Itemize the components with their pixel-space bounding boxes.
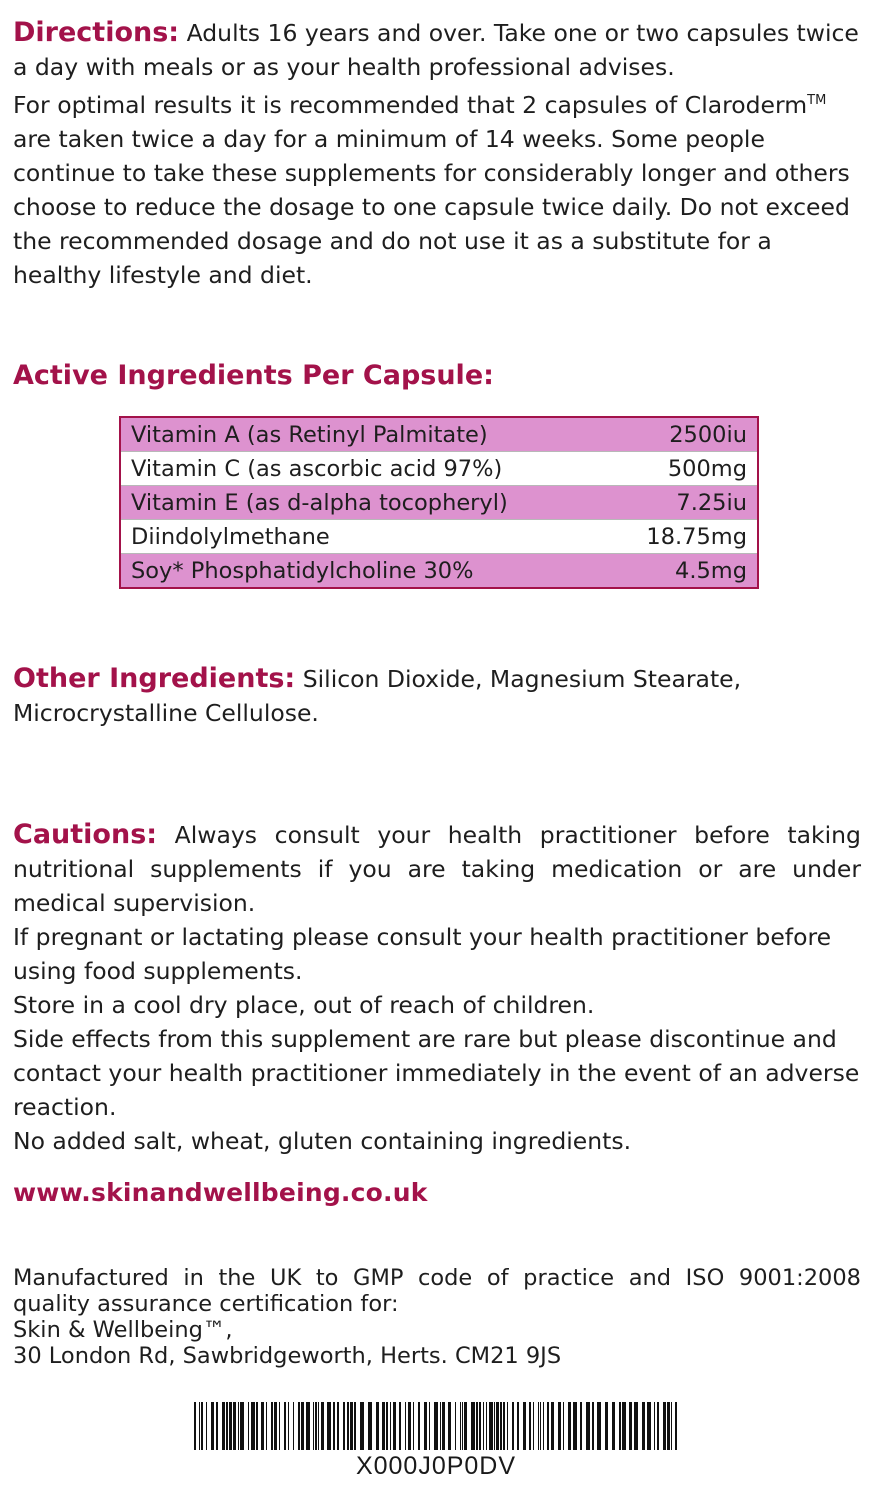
barcode-bar — [261, 1402, 264, 1450]
barcode-number: X000J0P0DV — [355, 1452, 517, 1480]
barcode-bar — [194, 1402, 196, 1450]
barcode-bar — [580, 1402, 582, 1450]
directions-text: Adults 16 years and over. Take one or two capsules twice a day with meals or as your health professional advises. — [13, 19, 859, 81]
barcode-bar — [551, 1402, 554, 1450]
barcode-bar — [390, 1402, 391, 1450]
company-name: Skin & Wellbeing™, — [13, 1317, 233, 1343]
barcode-bar — [201, 1402, 203, 1450]
barcode-bar — [408, 1402, 411, 1450]
barcode-bar — [464, 1402, 467, 1450]
barcode-bar — [517, 1402, 519, 1450]
ingredient-amount: 500mg — [609, 452, 758, 486]
barcode-bar — [540, 1402, 541, 1450]
barcode-bar — [523, 1402, 526, 1450]
barcode-bar — [547, 1402, 549, 1450]
barcode-bar — [675, 1402, 677, 1450]
barcode-bar — [399, 1402, 401, 1450]
barcode-bar — [500, 1402, 502, 1450]
barcode-bar — [413, 1402, 414, 1450]
table-row — [120, 417, 758, 452]
barcode-bar — [592, 1402, 594, 1450]
barcode-bar — [229, 1402, 232, 1450]
trademark-mark: TM — [807, 93, 827, 108]
company-address: 30 London Rd, Sawbridgeworth, Herts. CM21 9JS — [13, 1343, 562, 1369]
barcode-bar — [199, 1402, 200, 1450]
barcode-bar — [251, 1402, 255, 1450]
barcode-bar — [418, 1402, 420, 1450]
barcode-bar — [333, 1402, 335, 1450]
active-ingredients-section — [13, 360, 861, 391]
barcode-bar — [479, 1402, 481, 1450]
barcode-bar — [318, 1402, 319, 1450]
cautions-heading: Cautions: — [13, 819, 158, 850]
barcode-bar — [226, 1402, 228, 1450]
ingredient-name: Vitamin A (as Retinyl Palmitate) — [120, 417, 609, 452]
barcode-bar — [597, 1402, 601, 1450]
barcode-bar — [612, 1402, 615, 1450]
barcode-bar — [238, 1402, 239, 1450]
barcode-bar — [337, 1402, 339, 1450]
manufacturer-text: Manufactured in the UK to GMP code of practice and ISO 9001:2008 quality assurance certification for: — [13, 1265, 861, 1317]
other-ingredients-text: Silicon Dioxide, Magnesium Stearate, Microcrystalline Cellulose. — [13, 665, 742, 727]
directions-section — [13, 16, 861, 292]
other-ingredients-heading: Other Ingredients: — [13, 663, 296, 694]
barcode-bar — [476, 1402, 478, 1450]
cautions-text: Always consult your health practitioner before taking nutritional supplements if you are taking medication or are under medical supervision. — [13, 821, 861, 917]
barcode-bar — [483, 1402, 484, 1450]
barcode-bar — [274, 1402, 277, 1450]
barcode-bar — [315, 1402, 317, 1450]
barcode-bar — [313, 1402, 314, 1450]
barcode-bar — [298, 1402, 300, 1450]
barcode-bar — [462, 1402, 463, 1450]
barcode-bar — [503, 1402, 505, 1450]
barcode-bar — [573, 1402, 577, 1450]
other-ingredients-section — [13, 662, 861, 730]
barcode-bar — [642, 1402, 645, 1450]
barcode-bar — [306, 1402, 310, 1450]
barcode-bar — [386, 1402, 388, 1450]
barcode-bar — [605, 1402, 608, 1450]
barcode-bar — [486, 1402, 487, 1450]
barcode-bar — [321, 1402, 324, 1450]
barcode-bar — [393, 1402, 396, 1450]
ingredient-amount: 7.25iu — [609, 486, 758, 520]
barcode-bar — [442, 1402, 445, 1450]
barcode-bar — [354, 1402, 356, 1450]
barcode-bar — [667, 1402, 670, 1450]
barcode-bar — [647, 1402, 651, 1450]
barcode-bar — [440, 1402, 441, 1450]
barcode-bar — [619, 1402, 621, 1450]
barcode-bar — [654, 1402, 655, 1450]
manufacturer-section — [13, 1265, 861, 1369]
barcode-bar — [489, 1402, 493, 1450]
cautions-storage: Store in a cool dry place, out of reach of children. — [13, 991, 595, 1019]
barcode-bar — [424, 1402, 427, 1450]
table-row — [120, 452, 758, 486]
barcode-bar — [256, 1402, 258, 1450]
barcode-bar — [301, 1402, 304, 1450]
barcode-bar — [293, 1402, 294, 1450]
barcode-bar — [563, 1402, 564, 1450]
ingredient-amount: 18.75mg — [609, 520, 758, 554]
barcode-bar — [382, 1402, 385, 1450]
barcode-bar — [350, 1402, 353, 1450]
barcode-bar — [496, 1402, 499, 1450]
barcode-bar — [216, 1402, 218, 1450]
ingredient-name: Soy* Phosphatidylcholine 30% — [120, 554, 609, 589]
barcode-bar — [327, 1402, 331, 1450]
barcode-bar — [206, 1402, 207, 1450]
ingredient-name: Diindolylmethane — [120, 520, 609, 554]
barcode-bar — [671, 1402, 672, 1450]
barcode-bar — [279, 1402, 280, 1450]
barcode-bar — [429, 1402, 430, 1450]
barcode-bar — [233, 1402, 236, 1450]
barcode-bar — [471, 1402, 475, 1450]
barcode-bar — [284, 1402, 286, 1450]
ingredient-name: Vitamin C (as ascorbic acid 97%) — [120, 452, 609, 486]
barcode-bar — [347, 1402, 349, 1450]
barcode-bar — [455, 1402, 456, 1450]
table-row — [120, 520, 758, 554]
table-row — [120, 554, 758, 589]
barcode-bar — [448, 1402, 451, 1450]
barcode-bar — [538, 1402, 539, 1450]
barcode-bar — [634, 1402, 638, 1450]
barcode-bar — [543, 1402, 544, 1450]
barcode-bar — [622, 1402, 626, 1450]
barcode-bar — [568, 1402, 571, 1450]
barcode-bar — [460, 1402, 461, 1450]
barcode-bar — [629, 1402, 632, 1450]
directions-heading: Directions: — [13, 17, 180, 48]
barcode-bar — [558, 1402, 561, 1450]
cautions-side-effects: Side effects from this supplement are rare but please discontinue and contact your health practitioner immediately in the event of an adverse reaction. — [13, 1025, 860, 1121]
ingredients-table — [119, 416, 759, 589]
barcode-bar — [266, 1402, 267, 1450]
cautions-no-added: No added salt, wheat, gluten containing ingredients. — [13, 1127, 632, 1155]
active-ingredients-heading: Active Ingredients Per Capsule: — [13, 360, 494, 391]
table-row — [120, 486, 758, 520]
barcode-bar — [222, 1402, 225, 1450]
barcode-bar — [657, 1402, 659, 1450]
barcode-bar — [211, 1402, 214, 1450]
barcode-bar — [288, 1402, 289, 1450]
barcode-bar — [368, 1402, 372, 1450]
ingredient-amount: 4.5mg — [609, 554, 758, 589]
cautions-pregnant: If pregnant or lactating please consult your health practitioner before using food supplements. — [13, 923, 832, 985]
barcode-bar — [360, 1402, 364, 1450]
directions-optimal-text-cont: are taken twice a day for a minimum of 14 weeks. Some people continue to take these supplements for considerably longer and others choose to reduce the dosage to one capsule twice daily. Do not exceed the recommended dosage and do not use it as a substitute for a healthy lifestyle and diet. — [13, 124, 850, 289]
barcode-bar — [405, 1402, 406, 1450]
website-link[interactable]: www.skinandwellbeing.co.uk — [13, 1178, 428, 1207]
barcode-bar — [494, 1402, 495, 1450]
barcode-bar — [376, 1402, 379, 1450]
barcode-bar — [240, 1402, 244, 1450]
barcode — [192, 1402, 680, 1450]
barcode-bar — [586, 1402, 590, 1450]
barcode-bar — [529, 1402, 531, 1450]
ingredient-amount: 2500iu — [609, 417, 758, 452]
barcode-bar — [533, 1402, 534, 1450]
barcode-bar — [271, 1402, 273, 1450]
ingredient-name: Vitamin E (as d-alpha tocopheryl) — [120, 486, 609, 520]
barcode-bar — [507, 1402, 508, 1450]
barcode-bar — [248, 1402, 249, 1450]
barcode-bar — [343, 1402, 345, 1450]
directions-optimal-text: For optimal results it is recommended that 2 capsules of Claroderm — [13, 90, 808, 119]
barcode-bar — [434, 1402, 438, 1450]
cautions-section — [13, 818, 861, 1158]
barcode-bar — [512, 1402, 514, 1450]
barcode-bar — [663, 1402, 666, 1450]
